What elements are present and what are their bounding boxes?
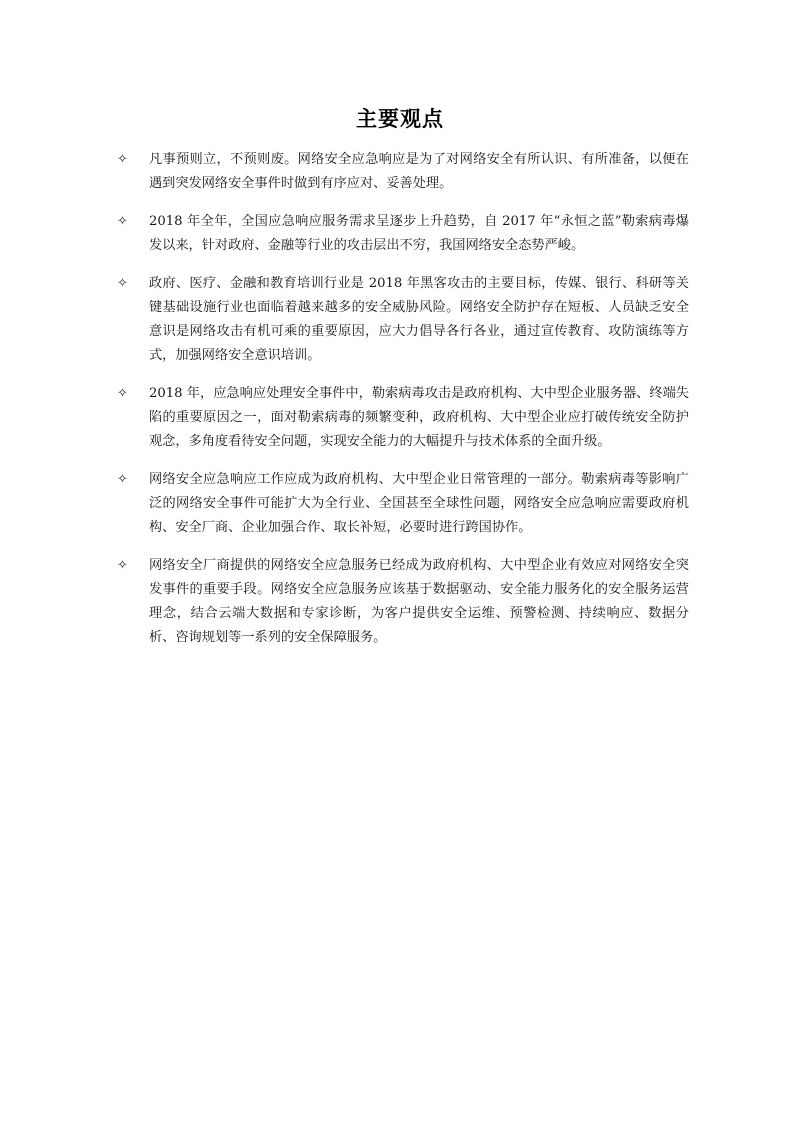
- key-point-text: 凡事预则立，不预则废。网络安全应急响应是为了对网络安全有所认识、有所准备，以便在遇到突发网络安全事件时做到有序应对、妥善处理。: [149, 152, 689, 191]
- diamond-outline-icon: ✧: [117, 558, 128, 573]
- diamond-outline-icon: ✧: [117, 472, 128, 487]
- key-point-text: 网络安全应急响应工作应成为政府机构、大中型企业日常管理的一部分。勒索病毒等影响广泛的网络安全事件可能扩大为全行业、全国甚至全球性问题，网络安全应急响应需要政府机构、安全厂商、企业加强合作、取长补短，必要时进行跨国协作。: [149, 472, 689, 535]
- key-point-text: 2018 年，应急响应处理安全事件中，勒索病毒攻击是政府机构、大中型企业服务器、终端失陷的重要原因之一，面对勒索病毒的频繁变种，政府机构、大中型企业应打破传统安全防护观念，多角度看待安全问题，实现安全能力的大幅提升与技术体系的全面升级。: [149, 386, 689, 449]
- diamond-outline-icon: ✧: [117, 152, 128, 167]
- key-point-text: 政府、医疗、金融和教育培训行业是 2018 年黑客攻击的主要目标，传媒、银行、科研等关键基础设施行业也面临着越来越多的安全威胁风险。网络安全防护存在短板、人员缺乏安全意识是网络攻击有机可乘的重要原因，应大力倡导各行各业，通过宣传教育、攻防演练等方式，加强网络安全意识培训。: [149, 276, 689, 363]
- key-point-item: [117, 382, 689, 454]
- diamond-outline-icon: ✧: [117, 276, 128, 291]
- key-point-text: 2018 年全年，全国应急响应服务需求呈逐步上升趋势，自 2017 年“永恒之蓝”勒索病毒爆发以来，针对政府、金融等行业的攻击层出不穷，我国网络安全态势严峻。: [149, 214, 689, 253]
- key-point-item: [117, 468, 689, 540]
- key-point-item: [117, 148, 689, 196]
- diamond-outline-icon: ✧: [117, 214, 128, 229]
- key-point-item: [117, 272, 689, 368]
- page-title: 主要观点: [356, 107, 444, 131]
- key-points-list: [117, 148, 689, 664]
- key-point-text: 网络安全厂商提供的网络安全应急服务已经成为政府机构、大中型企业有效应对网络安全突发事件的重要手段。网络安全应急服务应该基于数据驱动、安全能力服务化的安全服务运营理念，结合云端大数据和专家诊断，为客户提供安全运维、预警检测、持续响应、数据分析、咨询规划等一系列的安全保障服务。: [149, 558, 689, 645]
- diamond-outline-icon: ✧: [117, 386, 128, 401]
- key-point-item: [117, 210, 689, 258]
- key-point-item: [117, 554, 689, 650]
